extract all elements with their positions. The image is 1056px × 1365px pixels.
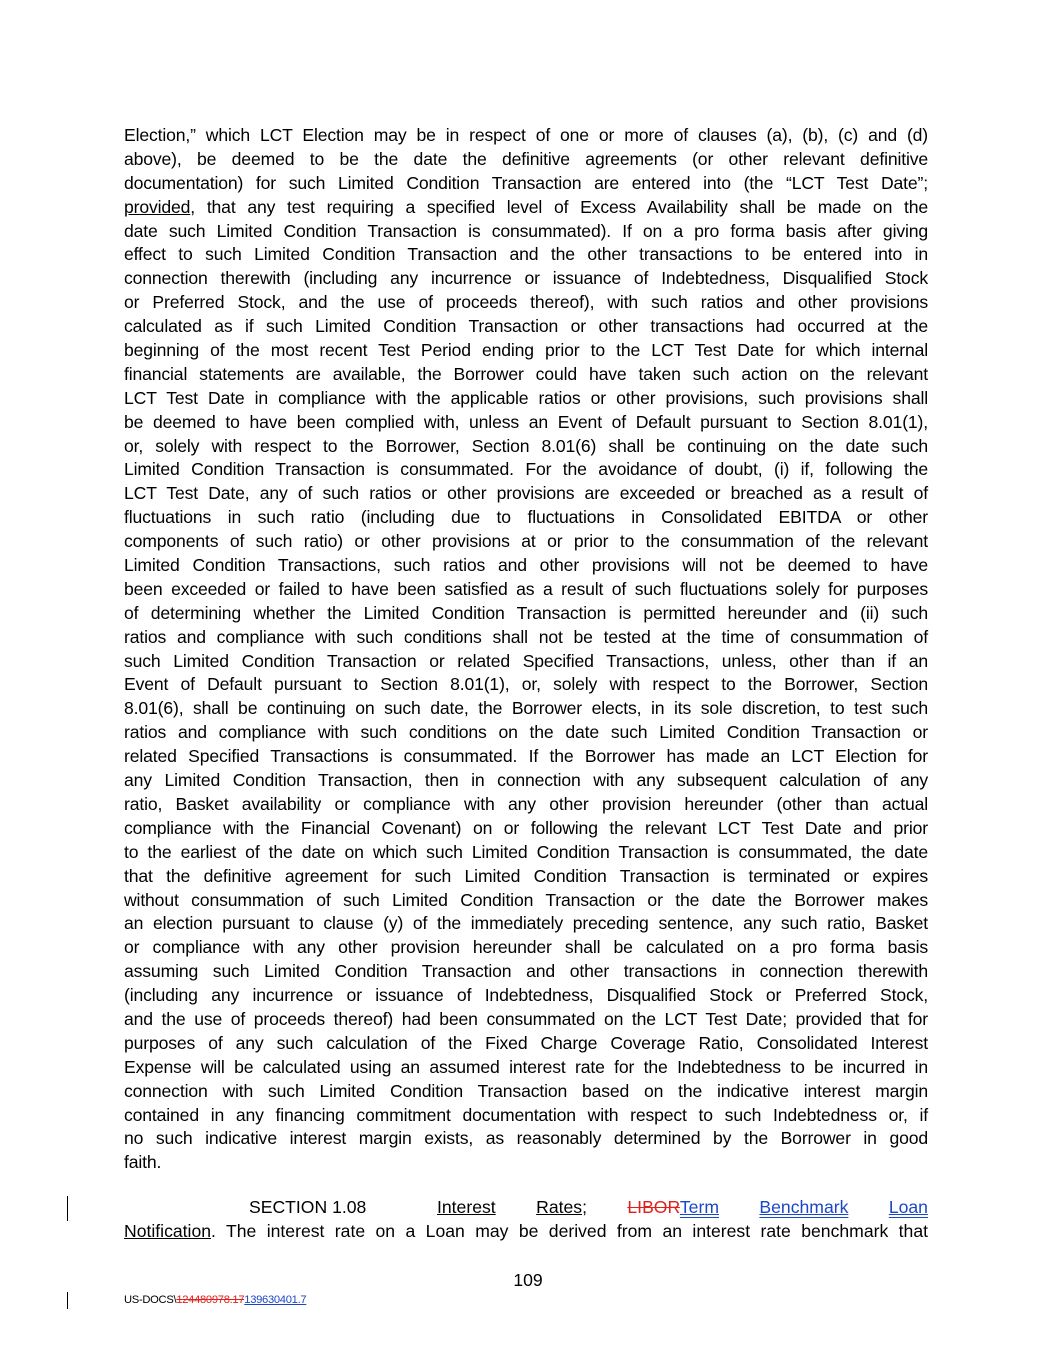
paragraph-line: financial statements are available, the Borrower could have taken such action on the relevant bbox=[124, 363, 928, 384]
heading-continuation: Notification bbox=[124, 1221, 212, 1241]
doc-id-prefix: US-DOCS\ bbox=[124, 1294, 177, 1306]
paragraph-line: ratios and compliance with such conditions on the date such Limited Condition Transaction or bbox=[124, 722, 928, 743]
section-body-text: . The interest rate on a Loan may be derived from an interest rate benchmark that bbox=[211, 1221, 928, 1241]
deleted-text: LIBOR bbox=[627, 1197, 680, 1217]
paragraph-line: beginning of the most recent Test Period ending prior to the LCT Test Date for which internal bbox=[124, 340, 928, 361]
paragraph-line: any Limited Condition Transaction, then in connection with any subsequent calculation of any bbox=[124, 770, 928, 791]
paragraph-line: no such indicative interest margin exists, as reasonably determined by the Borrower in good bbox=[124, 1128, 928, 1149]
paragraph-line: connection with such Limited Condition Transaction based on the indicative interest margin bbox=[124, 1080, 928, 1101]
paragraph-line: LCT Test Date in compliance with the applicable ratios or other provisions, such provisions shall bbox=[124, 387, 928, 408]
document-id bbox=[124, 1294, 306, 1306]
paragraph-line: or compliance with any other provision hereunder shall be calculated on a pro forma basis bbox=[124, 937, 928, 958]
inserted-text: Term bbox=[679, 1197, 719, 1217]
paragraph-line: LCT Test Date, any of such ratios or other provisions are exceeded or breached as a result of bbox=[124, 483, 928, 504]
paragraph-line: to the earliest of the date on which such Limited Condition Transaction is consummated, the date bbox=[124, 841, 928, 862]
paragraph-line-proviso bbox=[124, 196, 928, 220]
paragraph-line: Limited Condition Transaction is consummated. For the avoidance of doubt, (i) if, following the bbox=[124, 459, 928, 480]
paragraph-line: fluctuations in such ratio (including due to fluctuations in Consolidated EBITDA or other bbox=[124, 507, 928, 528]
paragraph-line: without consummation of such Limited Condition Transaction or the date the Borrower makes bbox=[124, 889, 928, 910]
paragraph-line: assuming such Limited Condition Transaction and other transactions in connection therewith bbox=[124, 961, 928, 982]
page-number: 109 bbox=[513, 1270, 543, 1290]
paragraph-line: and the use of proceeds thereof) had been consummated on the LCT Test Date; provided that for bbox=[124, 1008, 928, 1029]
paragraph-line: connection therewith (including any incurrence or issuance of Indebtedness, Disqualified Stock bbox=[124, 268, 928, 289]
body-paragraph bbox=[124, 124, 928, 1175]
paragraph-line: an election pursuant to clause (y) of the immediately preceding sentence, any such ratio, Basket bbox=[124, 913, 928, 934]
paragraph-line: date such Limited Condition Transaction is consummated). If on a pro forma basis after giving bbox=[124, 220, 928, 241]
paragraph-line: documentation) for such Limited Condition Transaction are entered into (the “LCT Test Date”; bbox=[124, 172, 928, 193]
paragraph-line: Election,” which LCT Election may be in respect of one or more of clauses (a), (b), (c) and (d) bbox=[124, 125, 928, 145]
paragraph-line: ratios and compliance with such conditions shall not be tested at the time of consummation of bbox=[124, 626, 928, 647]
paragraph-line: Expense will be calculated using an assumed interest rate for the Indebtedness to be incurred in bbox=[124, 1056, 928, 1077]
section-heading bbox=[437, 1196, 928, 1220]
doc-id-inserted: 139630401.7 bbox=[244, 1294, 307, 1306]
paragraph-line: or Preferred Stock, and the use of proceeds thereof), with such ratios and other provisions bbox=[124, 292, 928, 313]
revision-change-bar bbox=[67, 1196, 68, 1221]
proviso-text: , that any test requiring a specified level of Excess Availability shall be made on the bbox=[190, 196, 928, 217]
paragraph-line: of determining whether the Limited Condition Transaction is permitted hereunder and (ii) such bbox=[124, 602, 928, 623]
paragraph-line: been exceeded or failed to have been satisfied as a result of such fluctuations solely for purposes bbox=[124, 578, 928, 599]
paragraph-last-line: faith. bbox=[124, 1152, 162, 1173]
paragraph-line: Limited Condition Transactions, such ratios and other provisions will not be deemed to have bbox=[124, 555, 928, 576]
heading-word: Interest bbox=[437, 1197, 496, 1217]
tracked-change bbox=[627, 1196, 719, 1220]
section-number: SECTION 1.08 bbox=[249, 1197, 367, 1217]
paragraph-line: above), be deemed to be the date the definitive agreements (or other relevant definitive bbox=[124, 148, 928, 169]
paragraph-line: ratio, Basket availability or compliance with any other provision hereunder (other than actual bbox=[124, 793, 928, 814]
paragraph-line: related Specified Transactions is consummated. If the Borrower has made an LCT Election for bbox=[124, 746, 928, 767]
revision-change-bar bbox=[67, 1292, 68, 1309]
paragraph-line: components of such ratio) or other provisions at or prior to the consummation of the relevant bbox=[124, 531, 928, 552]
paragraph-line: 8.01(6), shall be continuing on such date, the Borrower elects, in its sole discretion, to test such bbox=[124, 698, 928, 719]
inserted-text: Benchmark bbox=[759, 1197, 849, 1217]
doc-id-deleted: 124480978.17 bbox=[176, 1294, 245, 1306]
paragraph-line: that the definitive agreement for such Limited Condition Transaction is terminated or expires bbox=[124, 865, 928, 886]
paragraph-line: such Limited Condition Transaction or related Specified Transactions, unless, other than if an bbox=[124, 650, 928, 671]
paragraph-line: (including any incurrence or issuance of Indebtedness, Disqualified Stock or Preferred Stock, bbox=[124, 985, 928, 1006]
paragraph-line: compliance with the Financial Covenant) on or following the relevant LCT Test Date and prior bbox=[124, 817, 928, 838]
paragraph-line: Event of Default pursuant to Section 8.01(1), or, solely with respect to the Borrower, Section bbox=[124, 674, 928, 695]
provided-term: provided bbox=[124, 196, 191, 217]
paragraph-line: contained in any financing commitment documentation with respect to such Indebtedness or, if bbox=[124, 1104, 928, 1125]
inserted-text: Loan bbox=[888, 1197, 928, 1217]
paragraph-line: or, solely with respect to the Borrower, Section 8.01(6) shall be continuing on the date such bbox=[124, 435, 928, 456]
section-body-line bbox=[124, 1220, 928, 1244]
paragraph-line: calculated as if such Limited Condition Transaction or other transactions had occurred at the bbox=[124, 316, 928, 337]
paragraph-line: effect to such Limited Condition Transaction and the other transactions to be entered into in bbox=[124, 244, 928, 265]
heading-word: Rates; bbox=[536, 1197, 587, 1217]
paragraph-line: purposes of any such calculation of the Fixed Charge Coverage Ratio, Consolidated Interest bbox=[124, 1032, 928, 1053]
paragraph-line: be deemed to have been complied with, unless an Event of Default pursuant to Section 8.01(1), bbox=[124, 411, 928, 432]
